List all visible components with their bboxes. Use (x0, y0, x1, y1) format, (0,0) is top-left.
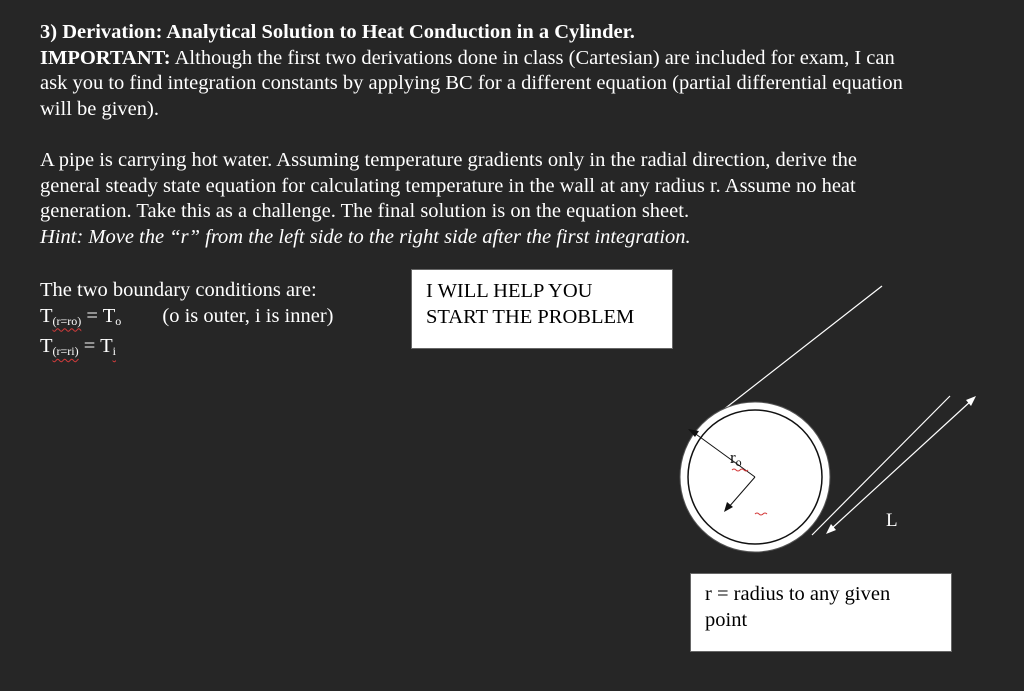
length-arrow (830, 400, 972, 530)
radius-box (690, 573, 952, 652)
bc-inner: $T_{(r=ri)} = T_i$ (40, 335, 116, 358)
bc-outer: $T_{(r=ro)} = T_o$ (o is outer, i is inner) (40, 304, 334, 328)
bc-note: (o is outer, i is inner) (162, 304, 334, 327)
important-text: Although the first two derivations done in class (Cartesian) are included for exam, I can ask you to find integration constants by applying BC for a different equation (partial differential equation will be given). (40, 46, 903, 120)
help-line-1: I WILL HELP YOU (426, 280, 593, 302)
bc-intro: The two boundary conditions are: (40, 279, 317, 301)
boundary-conditions (40, 278, 400, 365)
help-line-2: START THE PROBLEM (426, 305, 635, 328)
length-label: L (886, 510, 898, 531)
radius-definition: r = radius to any given point (705, 583, 891, 631)
ro-label: ro (730, 448, 742, 469)
pipe-diagram (660, 280, 1000, 570)
problem-block (40, 148, 920, 250)
pipe-bottom-edge (812, 396, 950, 535)
problem-text: A pipe is carrying hot water. Assuming temperature gradients only in the radial direction, derive the general steady state equation for calculating temperature in the wall at any radius r. Assume no heat generation. Take this as a challenge. The final solution is on the equation sheet. (40, 149, 857, 222)
pipe-top-edge (700, 286, 882, 428)
section-title: 3) Derivation: Analytical Solution to Heat Conduction in a Cylinder. (40, 21, 635, 43)
important-label: IMPORTANT: (40, 46, 171, 69)
hint-text: Hint: Move the “r” from the left side to the right side after the first integration. (40, 225, 691, 248)
help-box (411, 269, 673, 349)
important-note (40, 46, 920, 123)
header-block (40, 20, 920, 122)
